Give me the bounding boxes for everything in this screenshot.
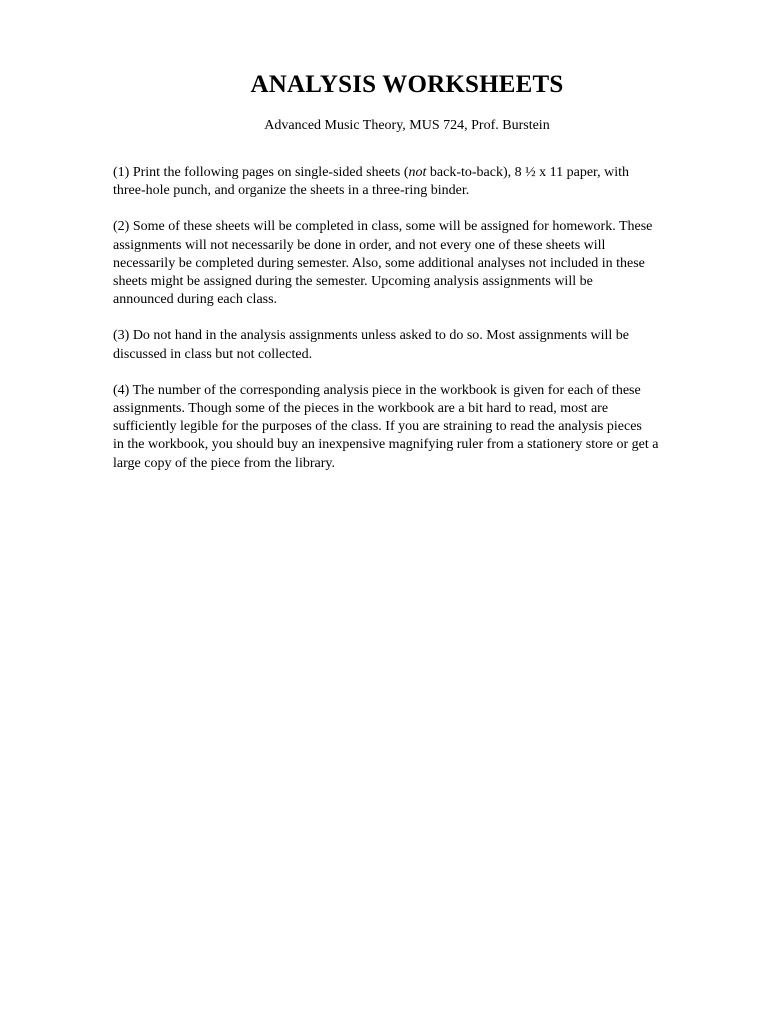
- paragraph-1-line-2: three-hole punch, and organize the sheets in a three-ring binder.: [113, 183, 470, 199]
- paragraph-4-line-4: in the workbook, you should buy an inexpensive magnifying ruler from a stationery store or get a: [113, 437, 659, 453]
- page-subtitle: Advanced Music Theory, MUS 724, Prof. Burstein: [264, 118, 550, 133]
- paragraph-1: [113, 164, 668, 200]
- paragraph-4: [113, 382, 668, 473]
- paragraph-2-line-5: announced during each class.: [113, 292, 278, 308]
- paragraph-3-line-1: (3) Do not hand in the analysis assignments unless asked to do so. Most assignments will be: [113, 328, 630, 344]
- paragraph-2-line-3: necessarily be completed during semester. Also, some additional analyses not included in these: [113, 255, 645, 271]
- paragraph-1-text-after: back-to-back), 8 ½ x 11 paper, with: [426, 165, 630, 180]
- paragraph-2-line-1: (2) Some of these sheets will be completed in class, some will be assigned for homework. These: [113, 219, 653, 235]
- paragraph-3-line-2: discussed in class but not collected.: [113, 346, 313, 362]
- paragraph-3: [113, 327, 668, 363]
- paragraph-4-line-2: assignments. Though some of the pieces in the workbook are a bit hard to read, most are: [113, 401, 609, 417]
- paragraph-4-line-1: (4) The number of the corresponding analysis piece in the workbook is given for each of these: [113, 382, 641, 398]
- paragraph-1-line-1: [113, 164, 668, 182]
- paragraph-4-line-3: sufficiently legible for the purposes of the class. If you are straining to read the analysis pieces: [113, 419, 642, 435]
- paragraph-2: [113, 218, 668, 309]
- body-text: [113, 164, 668, 491]
- paragraph-1-text-before: (1) Print the following pages on single-sided sheets (: [113, 165, 409, 180]
- paragraph-4-line-5: large copy of the piece from the library.: [113, 455, 335, 471]
- paragraph-2-line-2: assignments will not necessarily be done in order, and not every one of these sheets will: [113, 237, 606, 253]
- paragraph-2-line-4: sheets might be assigned during the semester. Upcoming analysis assignments will be: [113, 274, 593, 290]
- paragraph-1-emphasis: not: [408, 165, 427, 180]
- page-title: ANALYSIS WORKSHEETS: [250, 71, 564, 98]
